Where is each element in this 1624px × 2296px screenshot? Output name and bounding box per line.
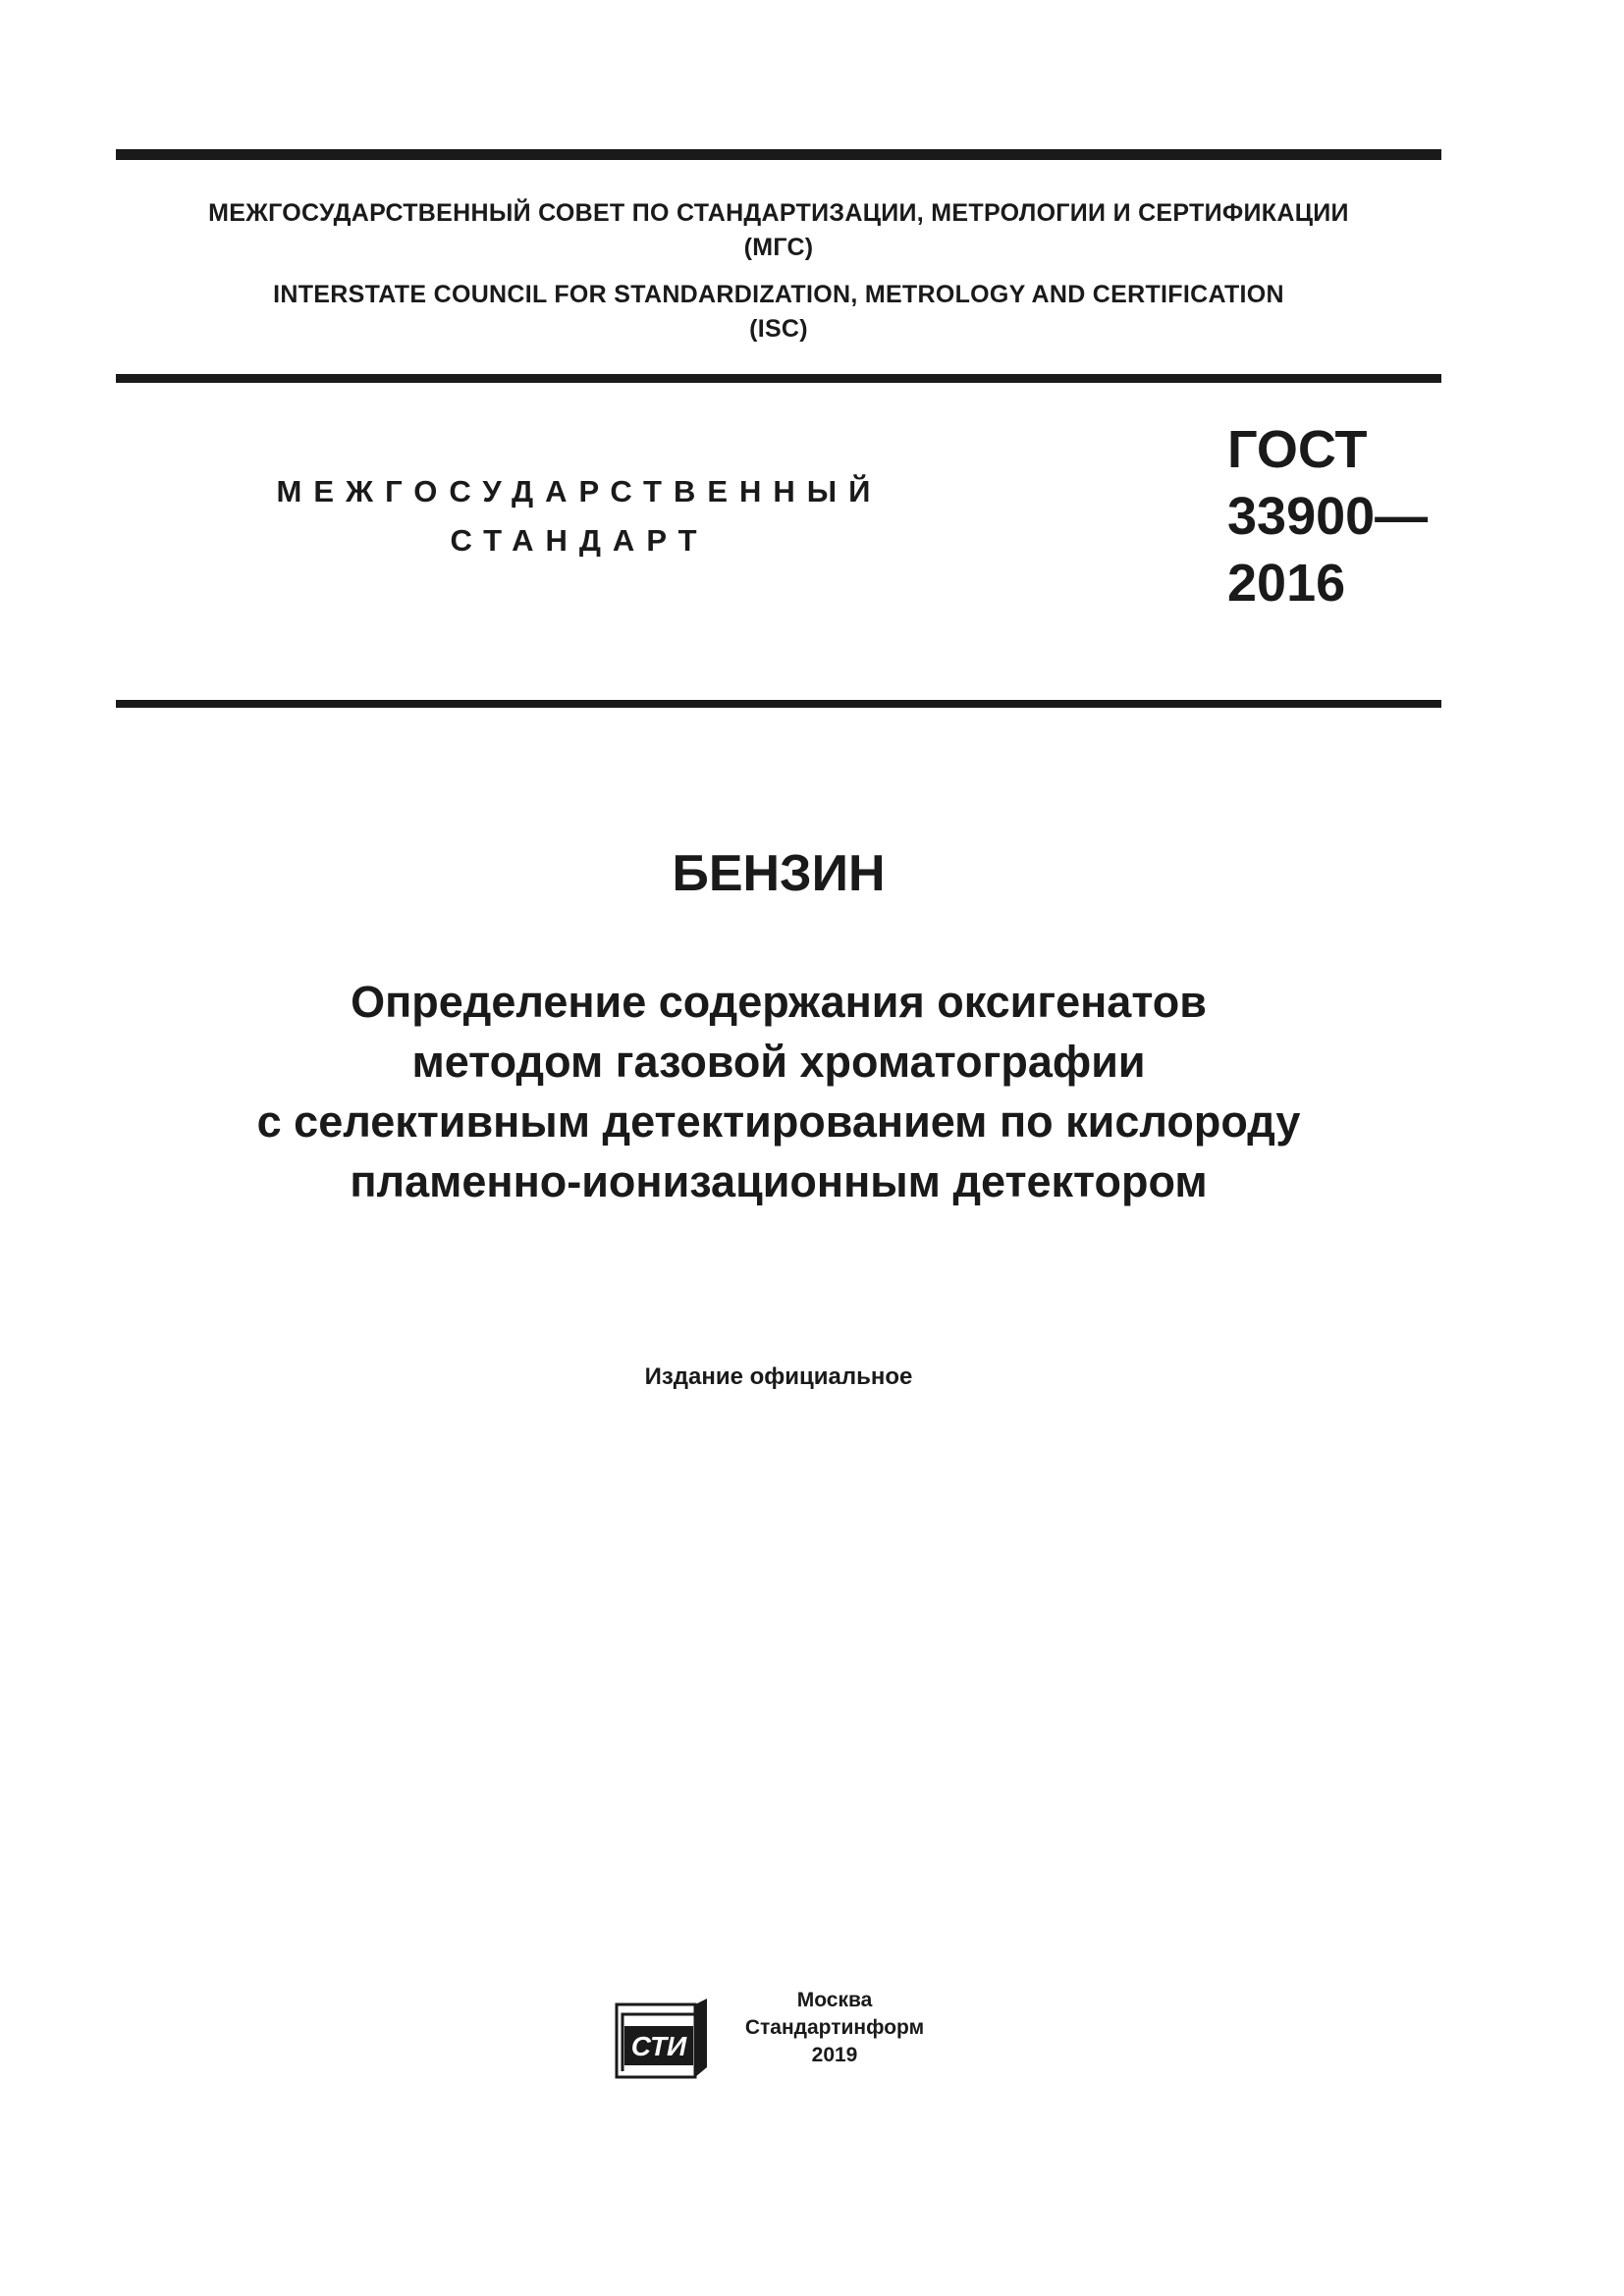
designation-line2: 33900— [1227, 487, 1429, 546]
subtitle-line4: пламенно-ионизационным детектором [350, 1156, 1208, 1206]
council-name-ru [116, 196, 1441, 265]
subtitle-line3: с селективным детектированием по кислороду [256, 1096, 1301, 1147]
council-name-en-line1: INTERSTATE COUNCIL FOR STANDARDIZATION, METROLOGY AND CERTIFICATION [273, 281, 1284, 308]
publisher-logo-icon [615, 1999, 709, 2079]
middle-rule [116, 374, 1441, 383]
council-abbr-ru: (МГС) [743, 234, 814, 261]
publication-year: 2019 [811, 2044, 858, 2066]
council-name-ru-line1: МЕЖГОСУДАРСТВЕННЫЙ СОВЕТ ПО СТАНДАРТИЗАЦИИ, МЕТРОЛОГИИ И СЕРТИФИКАЦИИ [208, 199, 1349, 227]
designation-line3: 2016 [1227, 554, 1346, 613]
standard-designation [1227, 416, 1428, 616]
council-abbr-en: (ISC) [749, 315, 808, 343]
bottom-rule [116, 700, 1441, 708]
top-rule [116, 149, 1441, 160]
standard-type-line2: СТАНДАРТ [450, 523, 709, 558]
publisher-city: Москва [796, 1989, 873, 2011]
standard-type-line1: МЕЖГОСУДАРСТВЕННЫЙ [276, 474, 883, 508]
publisher-logo-text: СТИ [630, 2031, 687, 2061]
edition-label: Издание официальное [644, 1363, 913, 1390]
subtitle-line2: методом газовой хроматографии [411, 1037, 1146, 1087]
council-name-en [116, 278, 1441, 347]
designation-line1: ГОСТ [1227, 420, 1368, 479]
document-subtitle [116, 972, 1441, 1211]
standard-type [236, 467, 923, 565]
document-title: БЕНЗИН [672, 845, 886, 902]
publisher-name: Стандартинформ [744, 2016, 925, 2039]
publisher-block [727, 1987, 943, 2069]
subtitle-line1: Определение содержания оксигенатов [351, 977, 1207, 1027]
